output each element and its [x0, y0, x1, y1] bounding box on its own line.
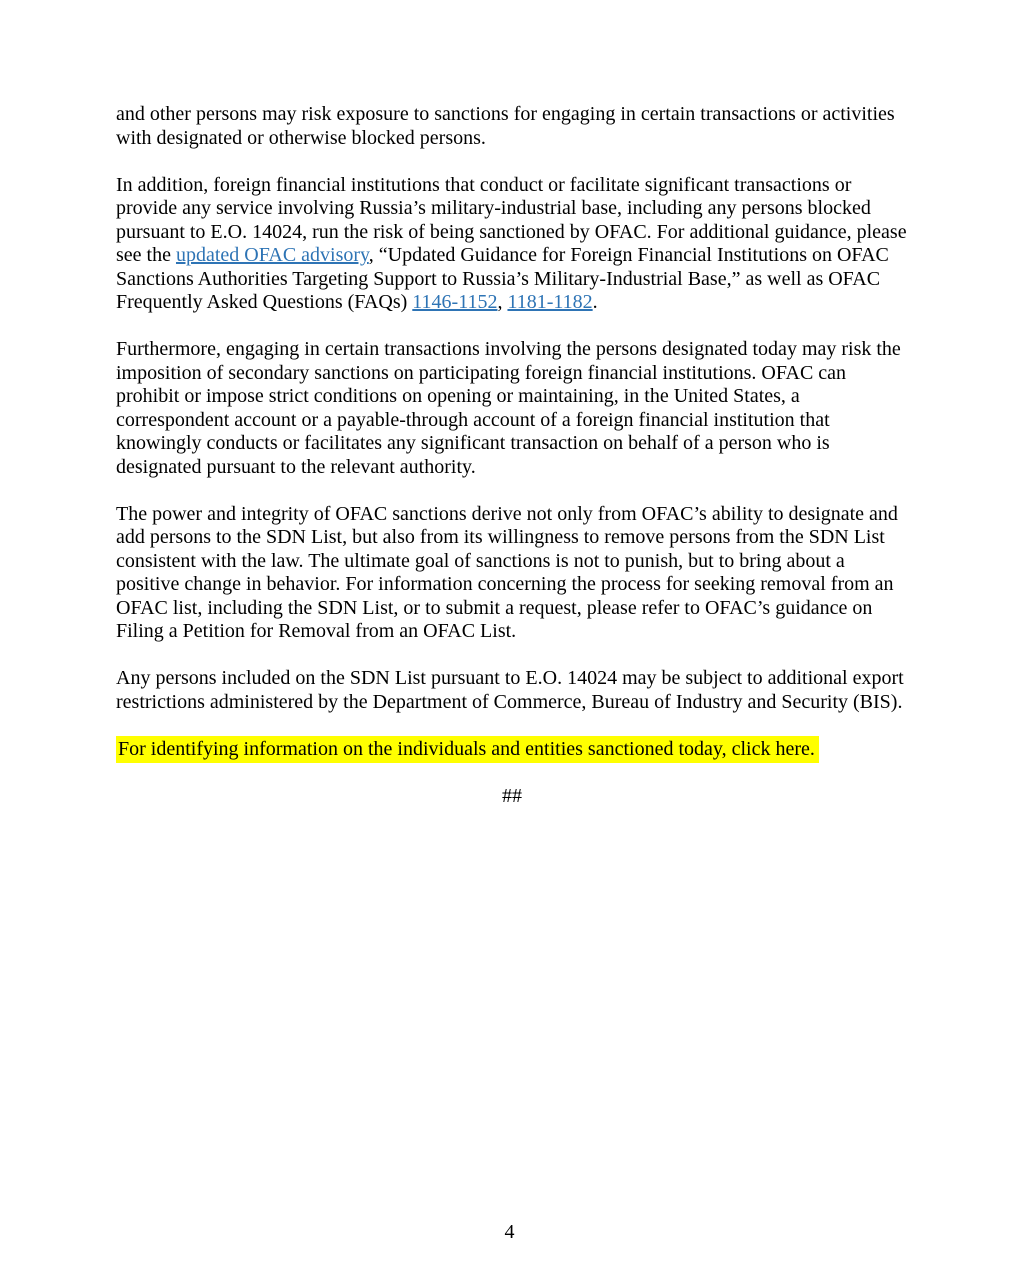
paragraph-text: .: [592, 291, 598, 313]
end-of-release-marks: ##: [502, 784, 522, 807]
updated-ofac-advisory-link[interactable]: updated OFAC advisory: [175, 244, 369, 266]
paragraph-text: ,: [497, 291, 508, 313]
paragraph-text: , “Updated Guidance for Foreign Financial Institutions on OFAC Sanctions Authorities Targeting Support to Russia’s Military-Industrial Base,” as well as OFAC Frequently Asked Questions (FAQs): [116, 244, 889, 313]
body-paragraph: Any persons included on the SDN List pursuant to E.O. 14024 may be subject to additional export restrictions administered by the Department of Commerce, Bureau of Industry and Security (BIS).: [116, 667, 904, 713]
highlighted-note-line: [116, 738, 908, 762]
body-paragraph: Furthermore, engaging in certain transactions involving the persons designated today may risk the imposition of secondary sanctions on participating foreign financial institutions. OFAC can prohibit or impose strict conditions on opening or maintaining, in the United States, a correspondent account or a payable-through account of a foreign financial institution that knowingly conducts or facilitates any significant transaction on behalf of a person who is designated pursuant to the relevant authority.: [116, 338, 901, 478]
body-paragraph: [116, 174, 908, 315]
page-content: [116, 103, 908, 832]
page-number: 4: [504, 1221, 515, 1243]
faq-1181-1182-link[interactable]: 1181-1182: [507, 291, 593, 313]
body-paragraph: The power and integrity of OFAC sanctions derive not only from OFAC’s ability to designate and add persons to the SDN List, but also from its willingness to remove persons from the SDN List consistent with the law. The ultimate goal of sanctions is not to punish, but to bring about a positive change in behavior. For information concerning the process for seeking removal from an OFAC list, including the SDN List, or to submit a request, please refer to OFAC’s guidance on Filing a Petition for Removal from an OFAC List.: [116, 502, 898, 642]
highlighted-click-here-text[interactable]: For identifying information on the individuals and entities sanctioned today, click here.: [116, 736, 819, 763]
faq-1146-1152-link[interactable]: 1146-1152: [412, 291, 498, 313]
body-paragraph: and other persons may risk exposure to sanctions for engaging in certain transactions or activities with designated or otherwise blocked persons.: [116, 103, 895, 149]
paragraph-text: In addition, foreign financial institutions that conduct or facilitate significant transactions or provide any service involving Russia’s military-industrial base, including any persons blocked pursuant to E.O. 14024, run the risk of being sanctioned by OFAC. For additional guidance, please see the: [116, 173, 907, 266]
